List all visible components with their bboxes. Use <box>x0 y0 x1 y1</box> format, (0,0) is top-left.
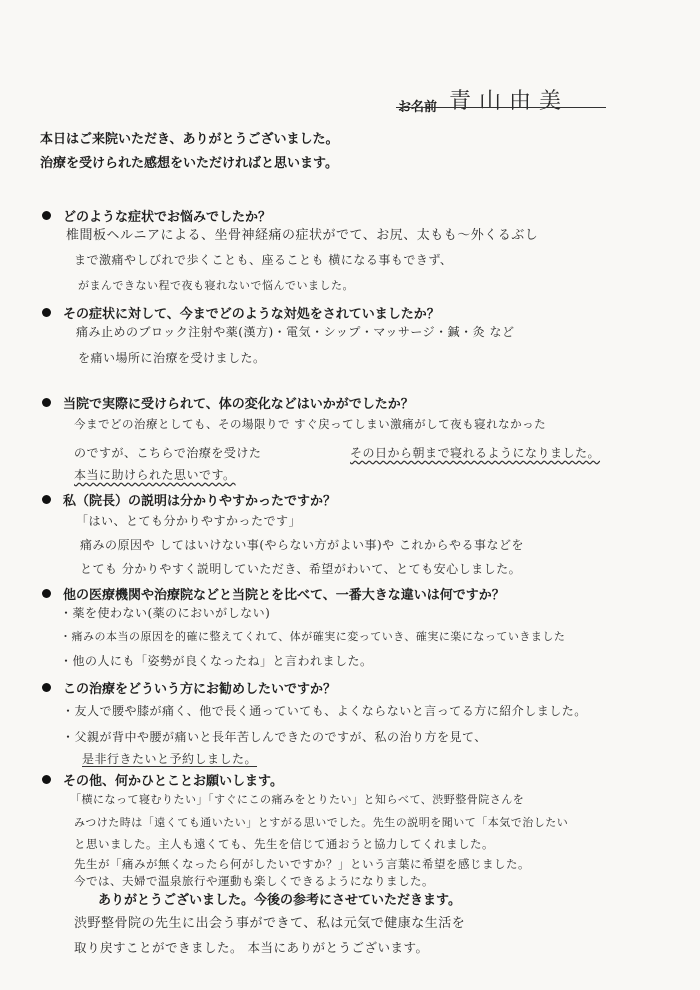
bullet-icon <box>42 398 51 407</box>
bullet-icon <box>42 211 51 220</box>
answer-line: ・父親が背中や腰が痛いと長年苦しんできたのですが、私の治り方を見て、 <box>62 730 487 744</box>
bullet-icon <box>42 683 51 692</box>
name-label: お名前 <box>398 100 438 115</box>
answer-line: 今までどの治療としても、その場限りで すぐ戻ってしまい激痛がして夜も寝れなかった <box>74 417 547 431</box>
name-underline <box>396 107 606 108</box>
answer-line: を痛い場所に治療を受けました。 <box>78 351 266 365</box>
question-text: どのような症状でお悩みでしたか？ <box>63 210 272 225</box>
answer-line: みつけた時は「遠くても通いたい」とすがる思いでした。先生の説明を聞いて「本気で治したい <box>74 816 569 829</box>
question-text: その症状に対して、今までどのような対処をされていましたか？ <box>63 307 440 322</box>
question-body-change <box>42 393 414 412</box>
name-row <box>398 84 598 115</box>
question-text: 当院で実際に受けられて、体の変化などはいかがでしたか？ <box>63 397 414 412</box>
answer-line: と思いました。主人も遠くても、先生を信じて通おうと協力してくれました。 <box>74 837 494 851</box>
answer-line: 取り戻すことができました。 本当にありがとうございます。 <box>74 940 429 955</box>
answer-line: ・他の人にも「姿勢が良くなったね」と言われました。 <box>60 654 373 668</box>
bullet-icon <box>42 308 51 317</box>
answer-line: がまんできない程で夜も寝れないで悩んでいました。 <box>78 279 354 292</box>
answer-line: 渋野整骨院の先生に出会う事ができて、私は元気で健康な生活を <box>74 916 466 931</box>
question-recommend <box>42 678 336 697</box>
bullet-icon <box>42 495 51 504</box>
answer-line: 「はい、とても分かりやすかったです」 <box>76 514 302 528</box>
bullet-icon <box>42 775 51 784</box>
answer-line: ・痛みの本当の原因を的確に整えてくれて、体が確実に変っていき、確実に楽になっていきました <box>60 630 566 643</box>
answer-line: まで激痛やしびれで歩くことも、座ることも 横になる事もできず、 <box>74 253 453 267</box>
answer-line: 先生が「痛みが無くなったら何がしたいですか？」という言葉に希望を感じました。 <box>74 857 530 871</box>
question-symptoms <box>42 206 271 225</box>
answer-line-highlighted: 本当に助けられた思いです。 <box>74 468 236 482</box>
intro-text <box>40 128 338 176</box>
intro-line: 治療を受けられた感想をいただければと思います。 <box>40 156 338 171</box>
question-difference <box>42 584 505 603</box>
answer-line: 痛み止めのブロック注射や薬(漢方)・電気・シップ・マッサージ・鍼・灸 など <box>76 325 515 339</box>
answer-line: 痛みの原因や してはいけない事(やらない方がよい事)や これからやる事などを <box>80 538 524 552</box>
question-explanation <box>42 490 336 509</box>
question-past-treatment <box>42 303 440 322</box>
answer-line: のですが、こちらで治療を受けた <box>74 446 262 460</box>
answer-line-highlighted: 是非行きたいと予約しました。 <box>82 752 258 766</box>
intro-line: 本日はご来院いただき、ありがとうございました。 <box>40 132 339 147</box>
bullet-icon <box>42 589 51 598</box>
answer-line: ・薬を使わない(薬のにおいがしない) <box>60 606 271 620</box>
answer-line: 椎間板ヘルニアによる、坐骨神経痛の症状がでて、お尻、太もも〜外くるぶし <box>66 228 539 243</box>
answer-line: 「横になって寝むりたい」「すぐにこの痛みをとりたい」と知らべて、渋野整骨院さんを <box>70 793 525 806</box>
printed-thanks-line: ありがとうございました。今後の参考にさせていただきます。 <box>98 893 461 908</box>
question-comments <box>42 770 283 789</box>
question-text: 私（院長）の説明は分かりやすかったですか？ <box>63 494 337 509</box>
answer-line: とても 分かりやすく説明していただき、希望がわいて、とても安心しました。 <box>80 562 522 576</box>
question-text: その他、何かひとことお願いします。 <box>63 774 283 789</box>
name-value: 青山由美 <box>449 89 570 114</box>
question-text: 他の医療機関や治療院などと当院とを比べて、一番大きな違いは何ですか？ <box>63 588 505 603</box>
answer-line-highlighted: その日から朝まで寝れるようになりました。 <box>350 446 601 460</box>
answer-line: 今では、夫婦で温泉旅行や運動も楽しくできるようになりました。 <box>74 874 434 888</box>
answer-line: ・友人で腰や膝が痛く、他で長く通っていても、よくならないと言ってる方に紹介しました。 <box>62 704 587 718</box>
question-text: この治療をどういう方にお勧めしたいですか？ <box>63 682 337 697</box>
